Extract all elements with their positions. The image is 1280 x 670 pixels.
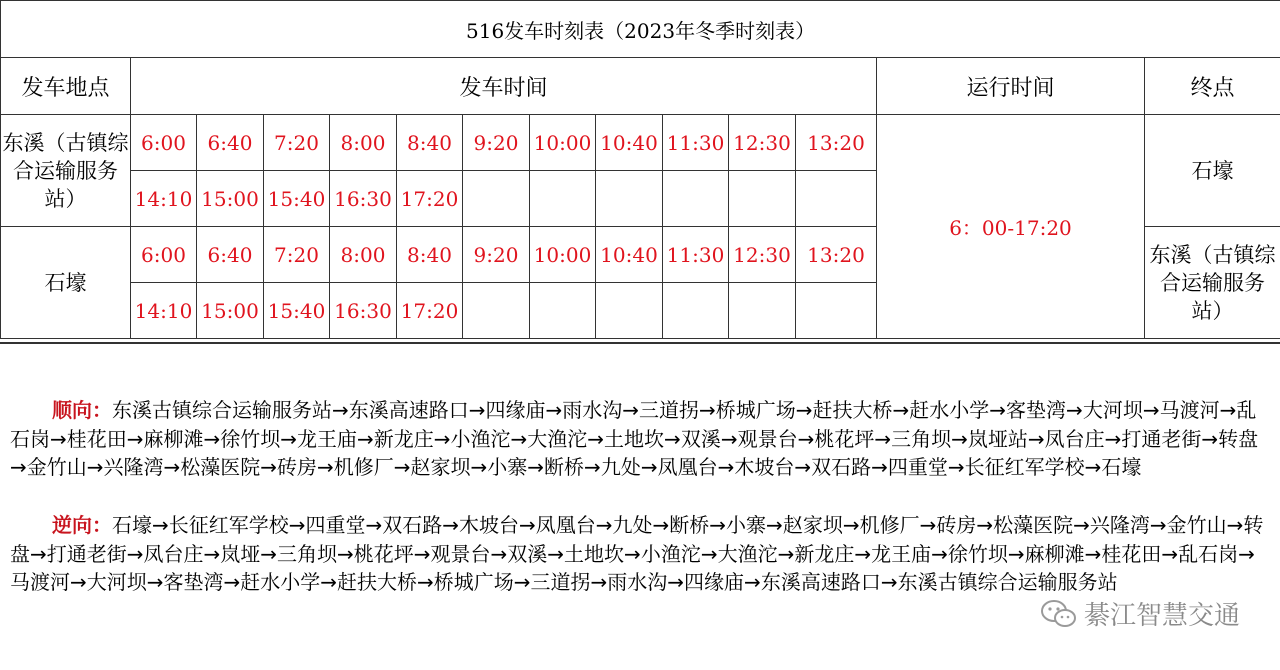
time-cell: 16:30 [330, 171, 397, 227]
origin-shihao: 石壕 [1, 227, 131, 339]
header-terminal: 终点 [1145, 58, 1280, 115]
time-cell: 13:20 [796, 227, 877, 283]
empty-cell [663, 171, 729, 227]
empty-cell [663, 283, 729, 339]
time-cell: 6:00 [131, 227, 197, 283]
time-cell: 7:20 [264, 227, 330, 283]
origin-dongxi: 东溪（古镇综合运输服务站） [1, 115, 131, 227]
operating-time: 6：00-17:20 [877, 115, 1145, 339]
empty-cell [796, 283, 877, 339]
time-cell: 10:00 [530, 115, 596, 171]
time-cell: 6:40 [197, 115, 264, 171]
reverse-route-stops: 石壕→长征红军学校→四重堂→双石路→木坡台→凤凰台→九处→断桥→小寨→赵家坝→机修厂→砖房→松藻医院→兴隆湾→金竹山→转盘→打通老街→凤台庄→岚垭→三角坝→桃花坪→观景台→双溪→土地坎→小渔沱→大渔沱→新龙庄→龙王庙→徐竹坝→麻柳滩→桂花田→乱石岗→马渡河→大河坝→客垫湾→赶水小学→赶扶大桥→桥城广场→三道拐→雨水沟→四缘庙→东溪高速路口→东溪古镇综合运输服务站 [10, 513, 1264, 594]
timetable-title: 516发车时刻表（2023年冬季时刻表） [1, 1, 1280, 58]
header-operating-time: 运行时间 [877, 58, 1145, 115]
terminal-shihao: 石壕 [1145, 115, 1280, 227]
forward-route [10, 396, 1272, 482]
time-cell: 10:40 [596, 115, 663, 171]
reverse-route [10, 511, 1272, 597]
time-cell: 8:40 [397, 227, 463, 283]
empty-cell [463, 283, 530, 339]
time-cell: 11:30 [663, 115, 729, 171]
time-cell: 16:30 [330, 283, 397, 339]
time-cell: 12:30 [729, 115, 796, 171]
time-cell: 15:00 [197, 171, 264, 227]
header-departure-time: 发车时间 [131, 58, 877, 115]
reverse-label: 逆向： [52, 513, 112, 537]
empty-cell [530, 283, 596, 339]
time-cell: 6:00 [131, 115, 197, 171]
empty-cell [796, 171, 877, 227]
time-cell: 6:40 [197, 227, 264, 283]
time-cell: 13:20 [796, 115, 877, 171]
watermark [1040, 595, 1240, 632]
empty-cell [596, 171, 663, 227]
time-cell: 7:20 [264, 115, 330, 171]
time-cell: 14:10 [131, 283, 197, 339]
time-cell: 14:10 [131, 171, 197, 227]
empty-cell [530, 171, 596, 227]
time-cell: 17:20 [397, 283, 463, 339]
wechat-icon [1040, 598, 1078, 630]
time-cell: 8:00 [330, 115, 397, 171]
forward-route-stops: 东溪古镇综合运输服务站→东溪高速路口→四缘庙→雨水沟→三道拐→桥城广场→赶扶大桥→赶水小学→客垫湾→大河坝→马渡河→乱石岗→桂花田→麻柳滩→徐竹坝→龙王庙→新龙庄→小渔沱→大渔沱→土地坎→双溪→观景台→桃花坪→三角坝→岚垭站→凤台庄→打通老街→转盘→金竹山→兴隆湾→松藻医院→砖房→机修厂→赵家坝→小寨→断桥→九处→凤凰台→木坡台→双石路→四重堂→长征红军学校→石壕 [10, 398, 1259, 479]
time-cell: 10:00 [530, 227, 596, 283]
time-cell: 15:40 [264, 171, 330, 227]
time-cell: 10:40 [596, 227, 663, 283]
time-cell: 12:30 [729, 227, 796, 283]
empty-cell [729, 283, 796, 339]
forward-label: 顺向： [52, 398, 112, 422]
empty-cell [596, 283, 663, 339]
terminal-dongxi: 东溪（古镇综合运输服务站） [1145, 227, 1280, 339]
empty-cell [729, 171, 796, 227]
time-cell: 8:00 [330, 227, 397, 283]
empty-cell [463, 171, 530, 227]
time-cell: 17:20 [397, 171, 463, 227]
watermark-text: 綦江智慧交通 [1083, 601, 1240, 631]
time-cell: 9:20 [463, 227, 530, 283]
time-cell: 15:40 [264, 283, 330, 339]
time-cell: 15:00 [197, 283, 264, 339]
time-cell: 9:20 [463, 115, 530, 171]
time-cell: 11:30 [663, 227, 729, 283]
header-origin: 发车地点 [1, 58, 131, 115]
time-cell: 8:40 [397, 115, 463, 171]
